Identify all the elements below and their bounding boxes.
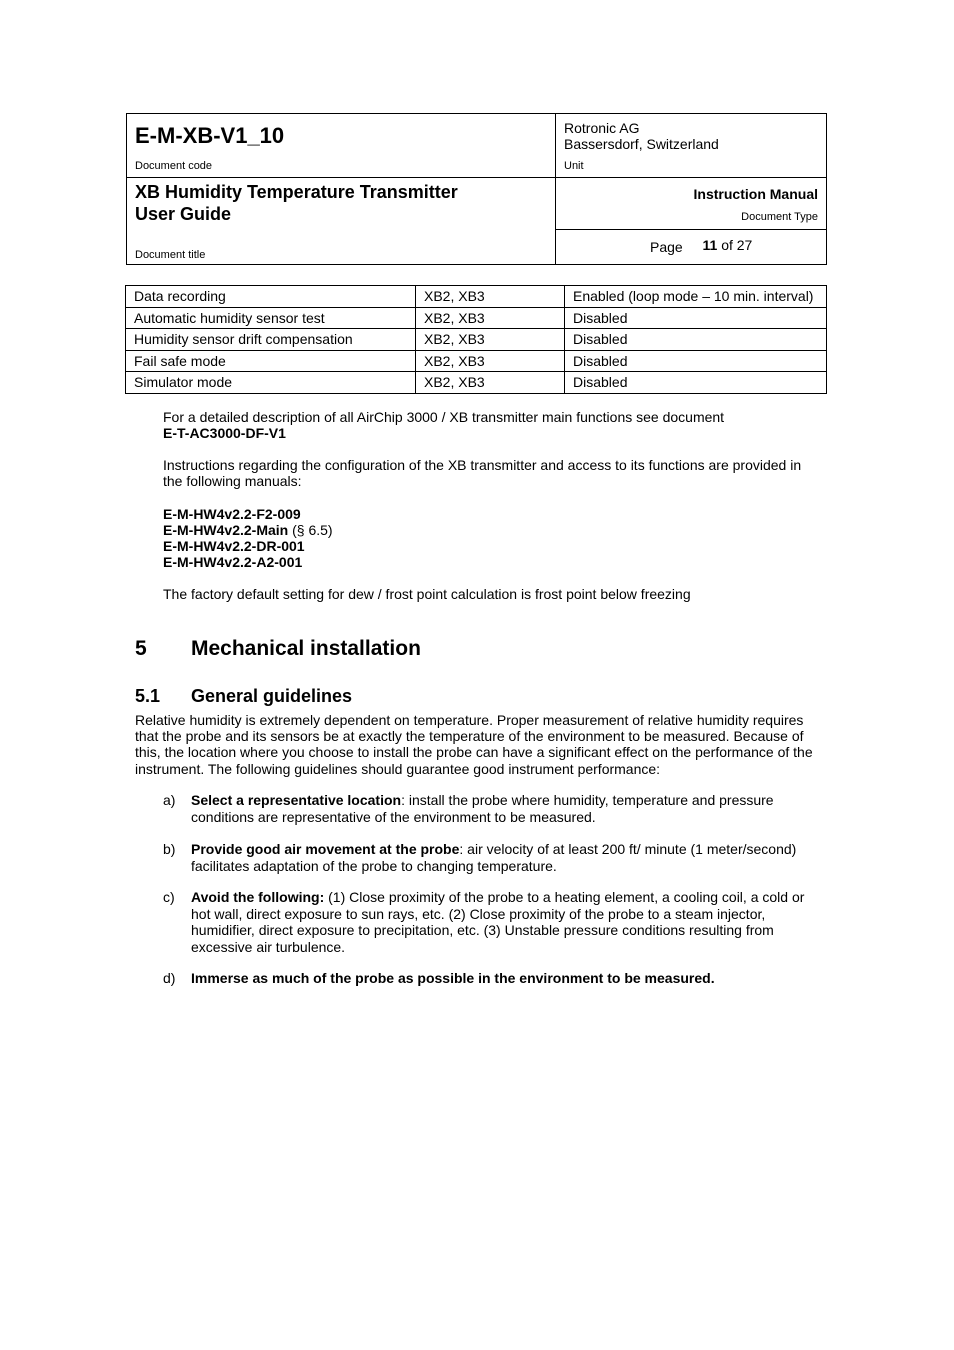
guideline-label: c) (163, 889, 175, 905)
document-title-line: User Guide (135, 204, 232, 224)
setting-cell: Enabled (loop mode – 10 min. interval) (565, 286, 827, 308)
document-reference: E-T-AC3000-DF-V1 (163, 425, 286, 441)
manual-code: E-M-HW4v2.2-Main (163, 522, 289, 538)
subsection-body: Relative humidity is extremely dependent on temperature. Proper measurement of relative humidity requires that the probe and its sensors be at exactly the temperature of the environment to be measured. Because of this, the location where you choose to install the probe can have a significant effect on the performance of the instrument. The following guidelines should guarantee good instrument performance: (135, 712, 813, 777)
guideline-text (191, 792, 813, 825)
section-heading (135, 637, 421, 661)
table-row (126, 329, 827, 351)
subsection-title: General guidelines (191, 686, 353, 706)
models-cell: XB2, XB3 (416, 329, 565, 351)
document-title-label: Document title (135, 249, 206, 261)
factory-default-note: The factory default setting for dew / frost point calculation is frost point below freezing (163, 586, 691, 602)
guideline-item (163, 970, 813, 987)
unit-line: Rotronic AG (564, 120, 640, 136)
guideline-emphasis: Avoid the following: (191, 889, 325, 905)
document-code: E-M-XB-V1_10 (135, 123, 285, 148)
models-cell: XB2, XB3 (416, 372, 565, 394)
guideline-item (163, 841, 813, 874)
document-title (135, 181, 458, 225)
page-label: Page (650, 239, 683, 255)
header-divider (555, 177, 826, 178)
guideline-label: d) (163, 970, 176, 986)
function-cell: Automatic humidity sensor test (126, 307, 416, 329)
document-type: Instruction Manual (693, 186, 818, 202)
table-row (126, 307, 827, 329)
function-cell: Humidity sensor drift compensation (126, 329, 416, 351)
function-cell: Data recording (126, 286, 416, 308)
paragraph-text: For a detailed description of all AirChip 3000 / XB transmitter main functions see document (163, 409, 725, 425)
guideline-emphasis: Immerse as much of the probe as possible in the environment to be measured. (191, 970, 715, 986)
models-cell: XB2, XB3 (416, 307, 565, 329)
setting-cell: Disabled (565, 329, 827, 351)
guideline-item (163, 792, 813, 825)
guideline-detail: : air velocity of at least 200 ft/ minute (1 meter/second) facilitates adaptation of the probe to changing temperature. (191, 841, 797, 874)
intro-paragraph (163, 409, 823, 441)
setting-cell: Disabled (565, 307, 827, 329)
guideline-detail: (1) Close proximity of the probe to a heating element, a cooling coil, a cold or hot wall, direct exposure to sun rays, etc. (2) Close proximity of the probe to a steam injector, humidifier, direct exposure to precipitation, etc. (3) Unstable pressure conditions resulting from excessive air turbulence. (191, 889, 805, 955)
guideline-item (163, 889, 813, 955)
section-number: 5 (135, 637, 147, 660)
header-divider (127, 177, 555, 178)
header-divider (555, 229, 826, 230)
guideline-label: a) (163, 792, 176, 808)
guideline-emphasis: Provide good air movement at the probe (191, 841, 460, 857)
unit-label: Unit (564, 160, 584, 172)
function-cell: Simulator mode (126, 372, 416, 394)
document-code-label: Document code (135, 160, 213, 172)
table-row (126, 372, 827, 394)
page-current: 11 (702, 237, 718, 253)
table-row (126, 350, 827, 372)
unit-line: Bassersdorf, Switzerland (564, 136, 719, 152)
manual-list (163, 506, 823, 570)
manual-item (163, 522, 823, 538)
manuals-paragraph: Instructions regarding the configuration of the XB transmitter and access to its functions are provided in the following manuals: (163, 457, 802, 489)
table-row (126, 286, 827, 308)
guideline-text (191, 841, 813, 874)
unit-name (564, 120, 719, 152)
document-type-label: Document Type (741, 211, 818, 223)
manual-section-ref: (§ 6.5) (288, 522, 333, 538)
function-cell: Fail safe mode (126, 350, 416, 372)
guideline-emphasis: Select a representative location (191, 792, 402, 808)
page-indicator (650, 237, 752, 253)
guideline-text (191, 970, 813, 987)
function-settings-table (125, 285, 827, 394)
document-header (126, 113, 827, 265)
manual-item: E-M-HW4v2.2-F2-009 (163, 506, 301, 522)
manual-item: E-M-HW4v2.2-DR-001 (163, 538, 305, 554)
guideline-label: b) (163, 841, 176, 857)
header-divider (555, 114, 556, 264)
guideline-detail: : install the probe where humidity, temperature and pressure conditions are representative of the environment to be measured. (191, 792, 774, 825)
subsection-heading (135, 686, 352, 707)
document-title-line: XB Humidity Temperature Transmitter (135, 182, 458, 202)
subsection-number: 5.1 (135, 686, 161, 706)
models-cell: XB2, XB3 (416, 286, 565, 308)
setting-cell: Disabled (565, 372, 827, 394)
section-title: Mechanical installation (191, 637, 421, 660)
setting-cell: Disabled (565, 350, 827, 372)
guideline-text (191, 889, 813, 955)
page-total: of 27 (721, 237, 753, 253)
models-cell: XB2, XB3 (416, 350, 565, 372)
manual-item: E-M-HW4v2.2-A2-001 (163, 554, 303, 570)
